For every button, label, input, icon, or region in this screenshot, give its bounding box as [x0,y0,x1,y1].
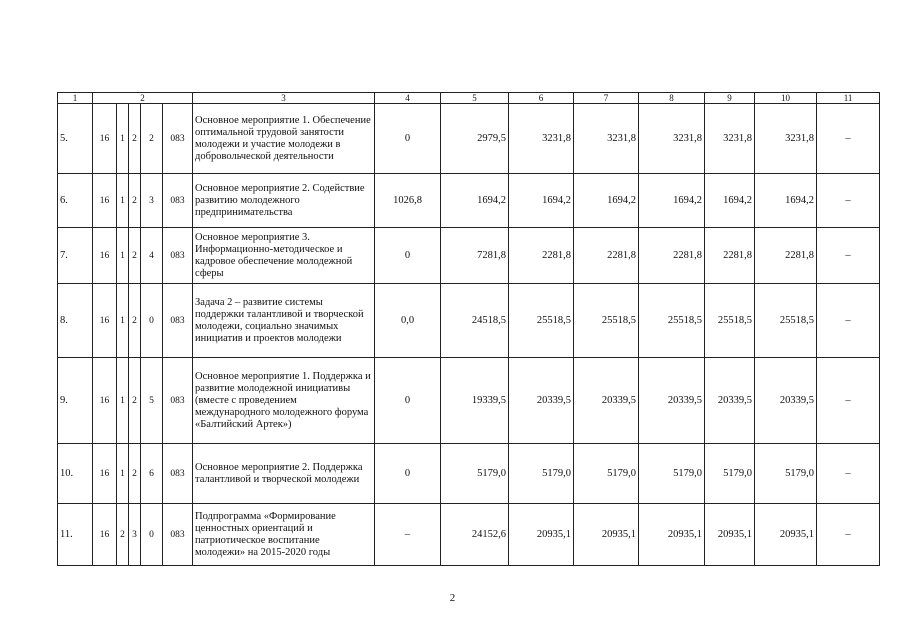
code-4: 0 [141,284,163,358]
budget-table [57,92,880,566]
table-row [58,228,880,284]
code-4: 6 [141,444,163,504]
code-3: 2 [129,358,141,444]
value-col-8: 5179,0 [639,444,705,504]
code-2: 1 [117,358,129,444]
table-row [58,174,880,228]
header-cell-1: 1 [58,93,93,104]
value-col-7: 5179,0 [574,444,639,504]
code-4: 0 [141,504,163,566]
value-col-7: 3231,8 [574,104,639,174]
row-name: Основное мероприятие 1. Поддержка и развитие молодежной инициативы (вместе с проведением международного молодежного форума «Балтийский Артек») [193,358,375,444]
value-col-6: 2281,8 [509,228,574,284]
header-cell-6: 6 [509,93,574,104]
header-cell-11: 11 [817,93,880,104]
value-col-5: 24518,5 [441,284,509,358]
value-col-10: 5179,0 [755,444,817,504]
row-number: 9. [58,358,93,444]
code-1: 16 [93,444,117,504]
value-col-8: 20339,5 [639,358,705,444]
value-col-7: 20935,1 [574,504,639,566]
code-4: 5 [141,358,163,444]
code-2: 1 [117,444,129,504]
value-col-6: 20339,5 [509,358,574,444]
code-2: 1 [117,174,129,228]
value-col-4: 0 [375,358,441,444]
value-col-11: – [817,444,880,504]
table-row [58,444,880,504]
value-col-4: 0,0 [375,284,441,358]
value-col-4: – [375,504,441,566]
value-col-10: 2281,8 [755,228,817,284]
table-row [58,284,880,358]
value-col-8: 3231,8 [639,104,705,174]
value-col-5: 19339,5 [441,358,509,444]
value-col-4: 1026,8 [375,174,441,228]
value-col-9: 1694,2 [705,174,755,228]
table-row [58,504,880,566]
page-number: 2 [449,592,456,604]
header-cell-5: 5 [441,93,509,104]
code-2: 2 [117,504,129,566]
value-col-11: – [817,104,880,174]
value-col-10: 3231,8 [755,104,817,174]
code-4: 4 [141,228,163,284]
value-col-5: 2979,5 [441,104,509,174]
value-col-4: 0 [375,444,441,504]
value-col-7: 25518,5 [574,284,639,358]
code-5: 083 [163,104,193,174]
row-number: 8. [58,284,93,358]
value-col-10: 20935,1 [755,504,817,566]
header-row [58,93,880,104]
value-col-6: 5179,0 [509,444,574,504]
row-name: Задача 2 – развитие системы поддержки талантливой и творческой молодежи, социально значимых инициатив и проектов молодежи [193,284,375,358]
row-name: Подпрограмма «Формирование ценностных ориентаций и патриотическое воспитание молодежи» на 2015-2020 годы [193,504,375,566]
header-cell-9: 9 [705,93,755,104]
code-1: 16 [93,104,117,174]
value-col-6: 25518,5 [509,284,574,358]
row-number: 10. [58,444,93,504]
code-1: 16 [93,504,117,566]
value-col-7: 20339,5 [574,358,639,444]
code-2: 1 [117,284,129,358]
value-col-6: 20935,1 [509,504,574,566]
row-number: 6. [58,174,93,228]
value-col-5: 7281,8 [441,228,509,284]
value-col-9: 20935,1 [705,504,755,566]
value-col-8: 20935,1 [639,504,705,566]
code-5: 083 [163,228,193,284]
value-col-7: 2281,8 [574,228,639,284]
value-col-4: 0 [375,104,441,174]
row-name: Основное мероприятие 1. Обеспечение оптимальной трудовой занятости молодежи и участие молодежи в добровольческой деятельности [193,104,375,174]
table-row [58,104,880,174]
header-cell-4: 4 [375,93,441,104]
code-2: 1 [117,104,129,174]
value-col-6: 3231,8 [509,104,574,174]
code-3: 2 [129,284,141,358]
code-1: 16 [93,174,117,228]
value-col-11: – [817,228,880,284]
code-3: 2 [129,444,141,504]
value-col-4: 0 [375,228,441,284]
code-1: 16 [93,284,117,358]
value-col-11: – [817,284,880,358]
row-number: 11. [58,504,93,566]
value-col-5: 24152,6 [441,504,509,566]
code-3: 2 [129,228,141,284]
code-3: 2 [129,174,141,228]
header-cell-2: 2 [93,93,193,104]
value-col-8: 25518,5 [639,284,705,358]
code-1: 16 [93,228,117,284]
header-cell-7: 7 [574,93,639,104]
row-name: Основное мероприятие 3. Информационно-методическое и кадровое обеспечение молодежной сферы [193,228,375,284]
value-col-6: 1694,2 [509,174,574,228]
header-cell-8: 8 [639,93,705,104]
value-col-11: – [817,358,880,444]
value-col-11: – [817,174,880,228]
value-col-7: 1694,2 [574,174,639,228]
value-col-10: 1694,2 [755,174,817,228]
value-col-8: 1694,2 [639,174,705,228]
row-number: 5. [58,104,93,174]
value-col-9: 5179,0 [705,444,755,504]
row-name: Основное мероприятие 2. Поддержка талантливой и творческой молодежи [193,444,375,504]
value-col-10: 25518,5 [755,284,817,358]
code-5: 083 [163,284,193,358]
value-col-10: 20339,5 [755,358,817,444]
row-number: 7. [58,228,93,284]
value-col-8: 2281,8 [639,228,705,284]
code-4: 2 [141,104,163,174]
row-name: Основное мероприятие 2. Содействие развитию молодежного предпринимательства [193,174,375,228]
code-4: 3 [141,174,163,228]
value-col-9: 25518,5 [705,284,755,358]
value-col-9: 2281,8 [705,228,755,284]
value-col-5: 1694,2 [441,174,509,228]
code-3: 2 [129,104,141,174]
code-5: 083 [163,444,193,504]
code-5: 083 [163,358,193,444]
table-row [58,358,880,444]
value-col-9: 3231,8 [705,104,755,174]
code-1: 16 [93,358,117,444]
code-2: 1 [117,228,129,284]
code-3: 3 [129,504,141,566]
code-5: 083 [163,174,193,228]
header-cell-3: 3 [193,93,375,104]
value-col-5: 5179,0 [441,444,509,504]
value-col-11: – [817,504,880,566]
code-5: 083 [163,504,193,566]
value-col-9: 20339,5 [705,358,755,444]
header-cell-10: 10 [755,93,817,104]
